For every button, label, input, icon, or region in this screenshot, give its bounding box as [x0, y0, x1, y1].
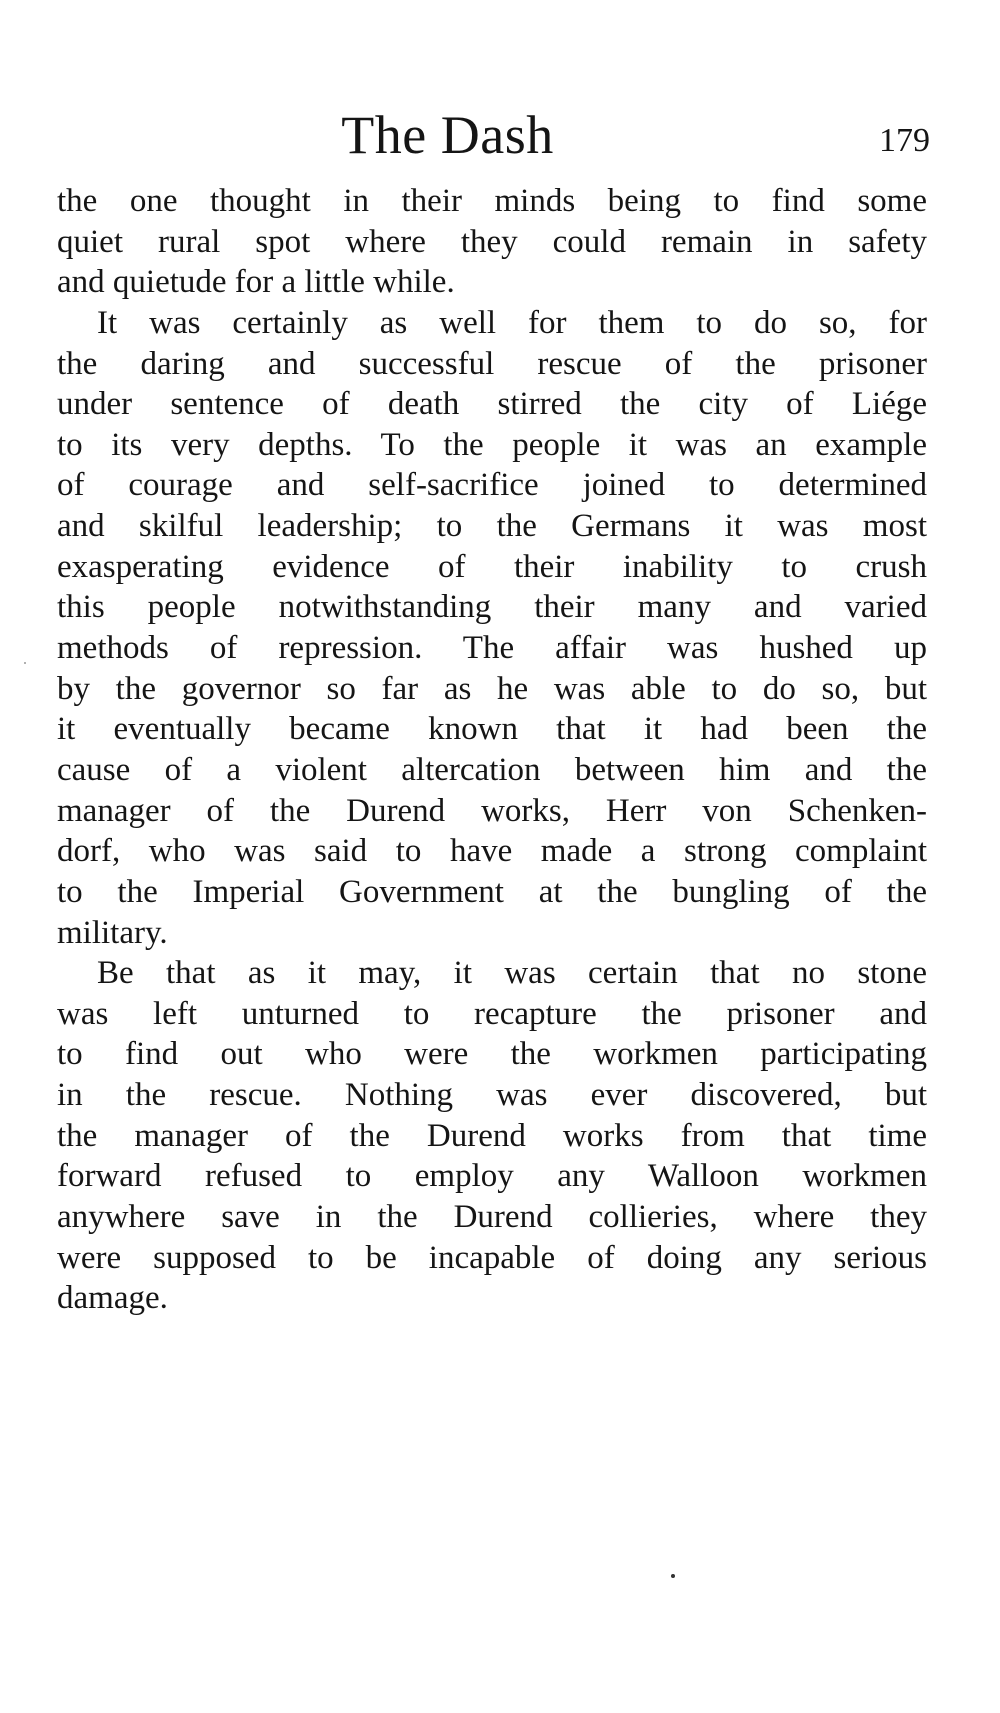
text-line: it eventually became known that it had been the: [57, 711, 927, 748]
text-line: was left unturned to recapture the prisoner and: [57, 995, 927, 1032]
text-line: damage.: [57, 1280, 168, 1317]
ink-speck: [671, 1574, 675, 1578]
text-line: cause of a violent altercation between him and the: [57, 751, 927, 788]
text-line: methods of repression. The affair was hushed up: [57, 630, 927, 667]
text-line: were supposed to be incapable of doing any serious: [57, 1239, 927, 1276]
page-number: 179: [879, 122, 930, 159]
text-line: to its very depths. To the people it was an example: [57, 426, 927, 463]
text-line: in the rescue. Nothing was ever discovered, but: [57, 1077, 927, 1114]
text-line: under sentence of death stirred the city of Liége: [57, 386, 927, 423]
paragraph-first-line: Be that as it may, it was certain that no stone: [97, 955, 927, 992]
text-line: and skilful leadership; to the Germans it was most: [57, 508, 927, 545]
text-line: military.: [57, 914, 168, 951]
text-line: this people notwithstanding their many and varied: [57, 589, 927, 626]
paragraph-first-line: It was certainly as well for them to do so, for: [97, 304, 927, 341]
ink-speck: [24, 662, 26, 664]
text-line: and quietude for a little while.: [57, 264, 455, 301]
text-line: of courage and self-sacrifice joined to determined: [57, 467, 927, 504]
text-line: exasperating evidence of their inability to crush: [57, 548, 927, 585]
text-line: by the governor so far as he was able to do so, but: [57, 670, 927, 707]
text-line: the manager of the Durend works from that time: [57, 1117, 927, 1154]
text-line: the daring and successful rescue of the prisoner: [57, 345, 927, 382]
text-line: to the Imperial Government at the bungling of the: [57, 873, 927, 910]
body-text: [57, 181, 927, 1319]
text-line: dorf, who was said to have made a strong complaint: [57, 833, 927, 870]
running-title: The Dash: [341, 105, 554, 165]
text-line: quiet rural spot where they could remain in safety: [57, 223, 927, 260]
text-line: forward refused to employ any Walloon workmen: [57, 1158, 927, 1195]
text-line: to find out who were the workmen participating: [57, 1036, 927, 1073]
text-line: anywhere save in the Durend collieries, where they: [57, 1199, 927, 1236]
text-line: the one thought in their minds being to find some: [57, 183, 927, 219]
text-line: manager of the Durend works, Herr von Schenken-: [57, 792, 927, 829]
